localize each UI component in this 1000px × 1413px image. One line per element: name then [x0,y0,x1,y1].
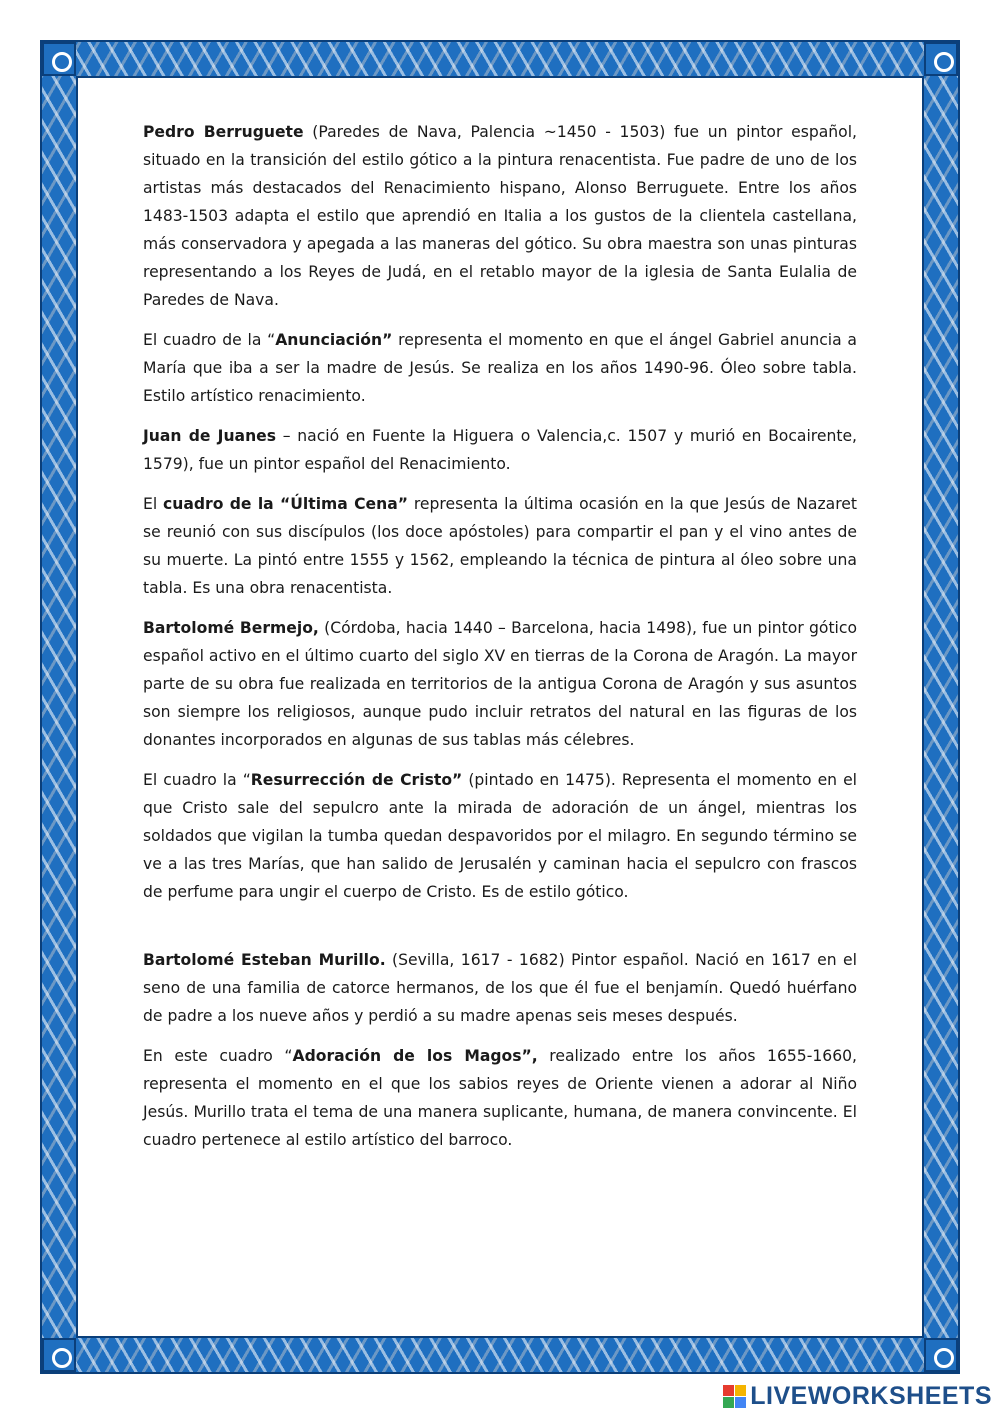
paragraph-resurreccion: El cuadro la “Resurrección de Cristo” (pintado en 1475). Representa el momento en el que Cristo sale del sepulcro ante la mirada de adoración de un ángel, mientras los soldados que vigilan la tumba quedan despavoridos por el milagro. En segundo término se ve a las tres Marías, que han salido de Jerusalén y caminan hacia el sepulcro con frascos de perfume para ungir el cuerpo de Cristo. Es de estilo gótico. [143,771,858,901]
paragraph-juanes: Juan de Juanes – nació en Fuente la Higuera o Valencia,c. 1507 y murió en Bocairente, 1579), fue un pintor español del Renacimiento. [143,427,857,473]
logo-square [723,1397,734,1408]
corner-ornament-icon [924,1338,958,1372]
corner-ornament-icon [42,42,76,76]
paragraph-bermejo: Bartolomé Bermejo, (Córdoba, hacia 1440 – Barcelona, hacia 1498), fue un pintor gótico español activo en el último cuarto del siglo XV en tierras de la Corona de Aragón. La mayor parte de su obra fue realizada en territorios de la antigua Corona de Aragón y sus asuntos son siempre los religiosos, aunque pudo incluir retratos del natural en las figuras de los donantes incorporados en algunas de sus tablas más célebres. [143,619,857,749]
corner-ornament-icon [924,42,958,76]
document-body [143,118,857,1166]
paragraph-anunciacion: El cuadro de la “Anunciación” representa el momento en que el ángel Gabriel anuncia a María que iba a ser la madre de Jesús. Se realiza en los años 1490-96. Óleo sobre tabla. Estilo artístico renacimiento. [143,331,857,405]
logo-square [723,1385,734,1396]
logo-square [735,1397,746,1408]
liveworksheets-logo[interactable] [723,1381,992,1411]
corner-ornament-icon [42,1338,76,1372]
paragraph-berruguete: Pedro Berruguete (Paredes de Nava, Palencia ~1450 - 1503) fue un pintor español, situado en la transición del estilo gótico a la pintura renacentista. Fue padre de uno de los artistas más destacados del Renacimiento hispano, Alonso Berruguete. Entre los años 1483-1503 adapta el estilo que aprendió en Italia a los gustos de la clientela castellana, más conservadora y apegada a las maneras del gótico. Su obra maestra son unas pinturas representando a los Reyes de Judá, en el retablo mayor de la iglesia de Santa Eulalia de Paredes de Nava. [143,123,857,309]
logo-square [735,1385,746,1396]
paragraph-murillo: Bartolomé Esteban Murillo. (Sevilla, 1617 - 1682) Pintor español. Nació en 1617 en el seno de una familia de catorce hermanos, de los que él fue el benjamín. Quedó huérfano de padre a los nueve años y perdió a su madre apenas seis meses después. [143,951,857,1025]
liveworksheets-logo-icon [723,1385,746,1408]
paragraph-adoracion: En este cuadro “Adoración de los Magos”, realizado entre los años 1655-1660, representa el momento en el que los sabios reyes de Oriente vienen a adorar al Niño Jesús. Murillo trata el tema de una manera suplicante, humana, de manera convincente. El cuadro pertenece al estilo artístico del barroco. [143,1047,857,1149]
paragraph-ultima-cena: El cuadro de la “Última Cena” representa la última ocasión en la que Jesús de Nazaret se reunió con sus discípulos (los doce apóstoles) para compartir el pan y el vino antes de su muerte. La pintó entre 1555 y 1562, empleando la técnica de pintura al óleo sobre una tabla. Es una obra renacentista. [143,495,857,597]
logo-text: LIVEWORKSHEETS [750,1381,992,1410]
